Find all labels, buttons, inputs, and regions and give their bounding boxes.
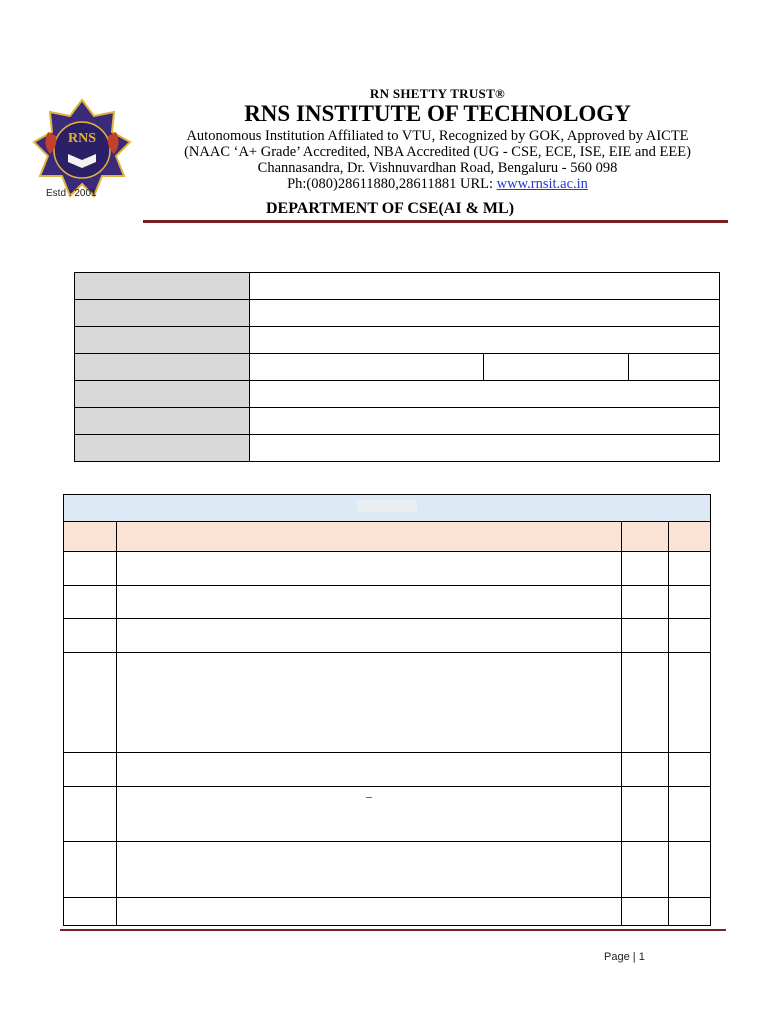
table-cell bbox=[622, 753, 669, 787]
trust-name: RN SHETTY TRUST® bbox=[369, 86, 506, 101]
table-cell bbox=[64, 787, 117, 842]
header-cell bbox=[622, 522, 669, 552]
accreditation-line: (NAAC ‘A+ Grade’ Accredited, NBA Accredited (UG - CSE, ECE, ISE, EIE and EEE) bbox=[184, 144, 691, 160]
department-title: DEPARTMENT OF CSE(AI & ML) bbox=[265, 200, 515, 217]
main-table bbox=[63, 494, 711, 926]
table-cell bbox=[622, 552, 669, 586]
info-label-cell bbox=[75, 327, 250, 354]
table-cell bbox=[669, 586, 711, 619]
table-cell bbox=[669, 842, 711, 898]
info-value-cell[interactable] bbox=[250, 354, 484, 381]
info-table bbox=[74, 272, 720, 462]
address-line: Channasandra, Dr. Vishnuvardhan Road, Bengaluru - 560 098 bbox=[257, 160, 618, 176]
table-cell bbox=[117, 898, 622, 926]
table-cell bbox=[622, 842, 669, 898]
table-row bbox=[64, 586, 711, 619]
info-value-cell[interactable] bbox=[250, 381, 720, 408]
affiliation-line: Autonomous Institution Affiliated to VTU, Recognized by GOK, Approved by AICTE bbox=[186, 128, 689, 144]
table-cell bbox=[64, 753, 117, 787]
page-number: 1 bbox=[638, 951, 645, 963]
table-cell bbox=[669, 898, 711, 926]
info-row bbox=[75, 273, 720, 300]
header-divider bbox=[143, 220, 728, 223]
table-cell bbox=[669, 753, 711, 787]
table-cell bbox=[669, 787, 711, 842]
table-cell bbox=[117, 586, 622, 619]
table-cell bbox=[64, 653, 117, 753]
table-cell bbox=[622, 787, 669, 842]
info-row bbox=[75, 408, 720, 435]
row-mark: – bbox=[366, 789, 372, 803]
table-cell bbox=[64, 586, 117, 619]
table-cell bbox=[117, 753, 622, 787]
page-footer bbox=[604, 951, 645, 963]
info-row bbox=[75, 435, 720, 462]
table-header-row bbox=[64, 522, 711, 552]
table-row bbox=[64, 552, 711, 586]
table-row bbox=[64, 653, 711, 753]
table-cell bbox=[669, 552, 711, 586]
table-row bbox=[64, 787, 711, 842]
info-label-cell bbox=[75, 435, 250, 462]
table-row bbox=[64, 619, 711, 653]
info-label-cell bbox=[75, 300, 250, 327]
table-row bbox=[64, 898, 711, 926]
table-cell bbox=[622, 619, 669, 653]
table-cell bbox=[64, 619, 117, 653]
info-row bbox=[75, 354, 720, 381]
info-value-cell[interactable] bbox=[484, 354, 629, 381]
table-cell bbox=[117, 787, 622, 842]
contact-line bbox=[140, 176, 735, 192]
info-value-cell[interactable] bbox=[250, 408, 720, 435]
table-cell bbox=[64, 898, 117, 926]
info-row bbox=[75, 300, 720, 327]
page-label: Page bbox=[604, 951, 630, 963]
info-label-cell bbox=[75, 381, 250, 408]
info-label-cell bbox=[75, 354, 250, 381]
info-value-cell[interactable] bbox=[250, 273, 720, 300]
redacted-title bbox=[357, 500, 417, 512]
table-title-row bbox=[64, 495, 711, 522]
info-row bbox=[75, 327, 720, 354]
phone-text: Ph:(080)28611880,28611881 URL: bbox=[287, 176, 497, 192]
header-cell bbox=[669, 522, 711, 552]
table-cell bbox=[117, 653, 622, 753]
table-cell bbox=[622, 586, 669, 619]
svg-text:RNS: RNS bbox=[67, 131, 97, 146]
table-cell bbox=[669, 653, 711, 753]
institute-name: RNS INSTITUTE OF TECHNOLOGY bbox=[244, 101, 631, 126]
table-cell bbox=[622, 898, 669, 926]
header-cell bbox=[64, 522, 117, 552]
table-cell bbox=[64, 552, 117, 586]
info-value-cell[interactable] bbox=[629, 354, 720, 381]
table-cell bbox=[117, 552, 622, 586]
table-cell bbox=[622, 653, 669, 753]
info-value-cell[interactable] bbox=[250, 327, 720, 354]
table-cell bbox=[117, 619, 622, 653]
info-label-cell bbox=[75, 408, 250, 435]
table-cell bbox=[669, 619, 711, 653]
footer-divider bbox=[60, 929, 726, 931]
table-title-cell bbox=[64, 495, 711, 522]
website-link[interactable]: www.rnsit.ac.in bbox=[496, 176, 588, 192]
info-value-cell[interactable] bbox=[250, 300, 720, 327]
info-label-cell bbox=[75, 273, 250, 300]
info-value-cell[interactable] bbox=[250, 435, 720, 462]
table-cell bbox=[64, 842, 117, 898]
established-year: Estd : 2001 bbox=[46, 188, 97, 199]
info-row bbox=[75, 381, 720, 408]
header-cell bbox=[117, 522, 622, 552]
table-row bbox=[64, 753, 711, 787]
page-separator: | bbox=[632, 951, 636, 963]
table-row bbox=[64, 842, 711, 898]
table-cell bbox=[117, 842, 622, 898]
